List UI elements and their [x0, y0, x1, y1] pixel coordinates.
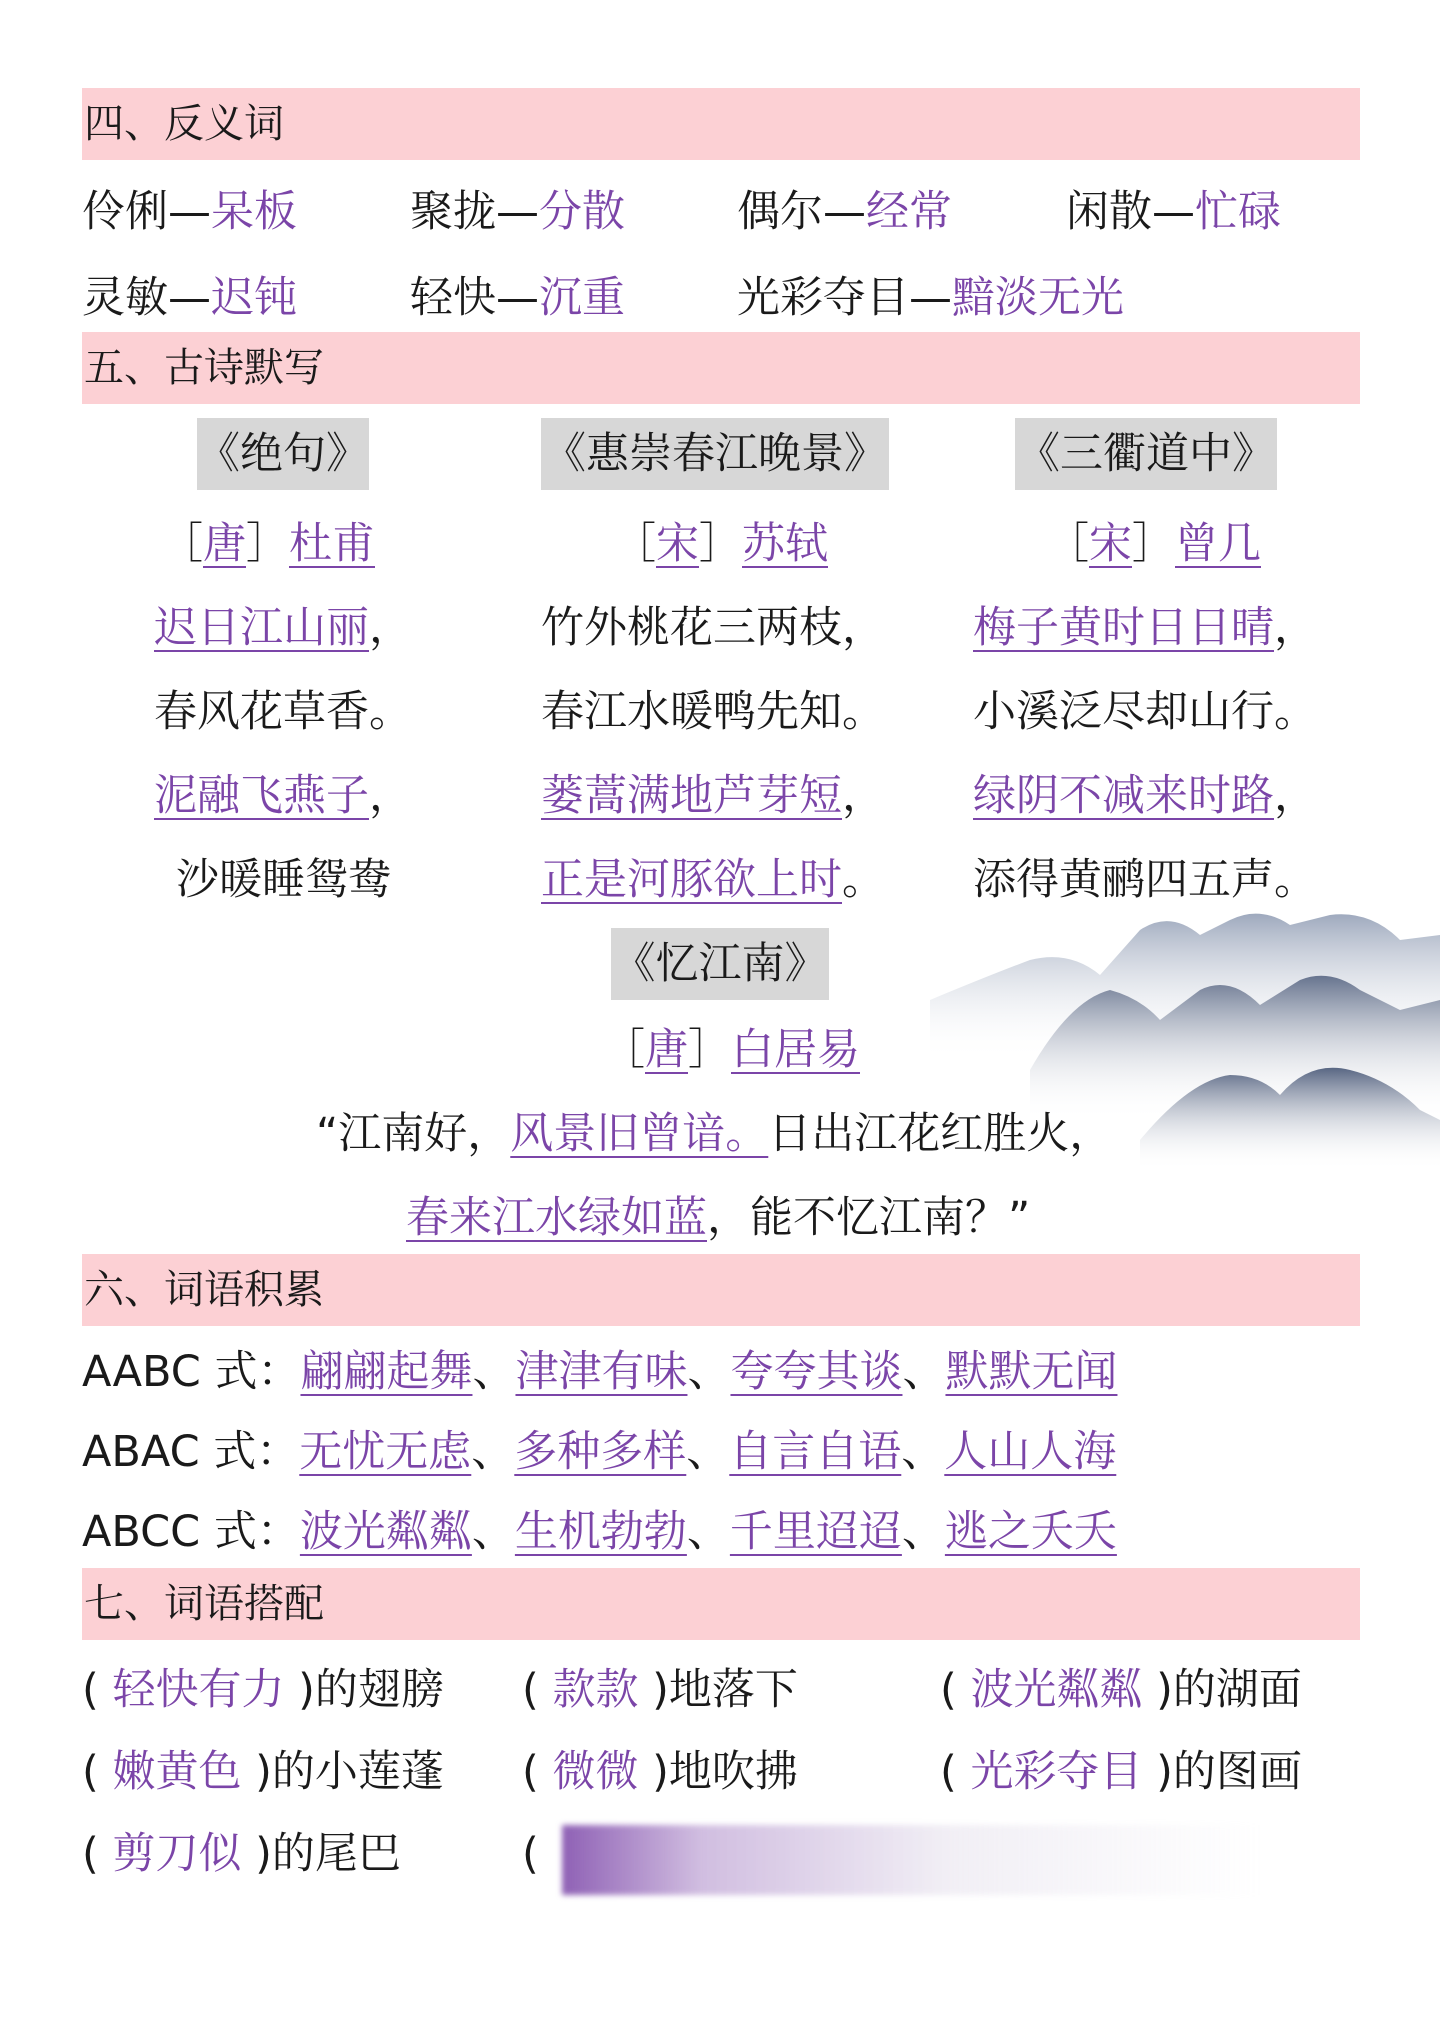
poem-answer: 春来江水绿如蓝	[406, 1193, 707, 1243]
collocation-answer: 波光粼粼	[970, 1665, 1143, 1715]
vocab-pattern-label: AABC 式：	[82, 1347, 301, 1397]
separator: 、	[901, 1427, 945, 1477]
antonym-answer: 迟钝	[211, 273, 297, 323]
paren-close: )	[1156, 1665, 1173, 1715]
vocab-row	[82, 1342, 1117, 1402]
poem-text: ，能不忆江南？”	[707, 1193, 1031, 1243]
separator: 、	[471, 1507, 515, 1557]
bracket-open: ［	[160, 519, 203, 569]
poem-title-yijiangnan: 《忆江南》	[611, 928, 829, 1000]
punct: ，	[1274, 603, 1317, 653]
paren-close: )	[1156, 1747, 1173, 1797]
collocation-answer: 剪刀似	[112, 1829, 242, 1879]
poem-author: 杜甫	[289, 519, 375, 569]
collocation-item-faded	[522, 1824, 539, 1884]
vocab-word: 津津有味	[515, 1347, 688, 1397]
separator: 、	[687, 1347, 731, 1397]
poem-author-line	[160, 514, 420, 574]
paren-open: (	[82, 1829, 99, 1879]
paren-open: (	[522, 1665, 539, 1715]
vocab-word: 多种多样	[514, 1427, 687, 1477]
poem-line	[154, 766, 412, 826]
paren-open: (	[522, 1747, 539, 1797]
vocab-word: 无忧无虑	[299, 1427, 472, 1477]
separator: 、	[902, 1347, 946, 1397]
separator: 、	[686, 1507, 730, 1557]
antonym-pair	[82, 182, 297, 242]
poem-line	[541, 850, 885, 910]
collocation-tail: 的湖面	[1172, 1665, 1302, 1715]
collocation-answer: 嫩黄色	[112, 1747, 242, 1797]
bracket-close: ］	[246, 519, 289, 569]
antonym-answer: 经常	[866, 187, 952, 237]
poem-answer: 迟日江山丽	[154, 603, 369, 653]
vocab-word: 人山人海	[944, 1427, 1117, 1477]
poem-answer: 风景旧曾谙。	[510, 1109, 769, 1159]
poem-line: 竹外桃花三两枝，	[541, 603, 885, 653]
punct: ，	[369, 603, 412, 653]
paren-close: )	[255, 1829, 272, 1879]
section-header-vocab: 六、词语积累	[82, 1254, 1360, 1326]
vocab-pattern-label: ABAC 式：	[82, 1427, 300, 1477]
poem-answer: 绿阴不减来时路	[973, 771, 1274, 821]
vocab-word: 逃之夭夭	[944, 1507, 1117, 1557]
paren-close: )	[652, 1747, 669, 1797]
punct: ，	[842, 771, 885, 821]
section-header-collocation: 七、词语搭配	[82, 1568, 1360, 1640]
separator: 、	[686, 1427, 730, 1477]
collocation-item	[940, 1660, 1302, 1720]
poem-line: 小溪泛尽却山行。	[973, 687, 1317, 737]
paren-open: (	[82, 1747, 99, 1797]
bracket-open: ［	[613, 519, 656, 569]
antonym-answer: 黯淡无光	[952, 273, 1124, 323]
poem-author-line	[602, 1020, 860, 1080]
collocation-tail: 的尾巴	[271, 1829, 401, 1879]
poem-text: 日出江花红胜火，	[768, 1109, 1113, 1159]
antonym-pair	[410, 268, 625, 328]
poem-dynasty: 唐	[645, 1025, 688, 1075]
punct: 。	[842, 855, 885, 905]
antonym-pair	[737, 268, 1124, 328]
punct: ，	[1274, 771, 1317, 821]
poem-author: 白居易	[731, 1025, 860, 1075]
collocation-tail: 的翅膀	[314, 1665, 444, 1715]
collocation-tail: 的小莲蓬	[271, 1747, 444, 1797]
poem-line	[316, 1104, 1112, 1164]
paren-close: )	[255, 1747, 272, 1797]
poem-line: 沙暖睡鸳鸯	[176, 855, 391, 905]
collocation-answer: 光彩夺目	[970, 1747, 1143, 1797]
bracket-open: ［	[602, 1025, 645, 1075]
poem-line: 春江水暖鸭先知。	[541, 687, 885, 737]
paren-close: )	[652, 1665, 669, 1715]
collocation-tail: 地落下	[668, 1665, 798, 1715]
collocation-item	[940, 1742, 1302, 1802]
section-header-poems: 五、古诗默写	[82, 332, 1360, 404]
vocab-word: 生机勃勃	[514, 1507, 687, 1557]
collocation-item	[522, 1742, 798, 1802]
antonym-pair	[410, 182, 625, 242]
antonym-word: 光彩夺目—	[737, 273, 952, 323]
vocab-word: 夸夸其谈	[730, 1347, 903, 1397]
poem-line: 春风花草香。	[154, 687, 412, 737]
paren-close: )	[298, 1665, 315, 1715]
antonym-pair	[1066, 182, 1281, 242]
poem-answer: 梅子黄时日日晴	[973, 603, 1274, 653]
antonym-word: 闲散—	[1066, 187, 1195, 237]
antonym-answer: 呆板	[211, 187, 297, 237]
antonym-word: 灵敏—	[82, 273, 211, 323]
vocab-word: 千里迢迢	[729, 1507, 902, 1557]
poem-line: 添得黄鹂四五声。	[973, 855, 1317, 905]
collocation-item	[522, 1660, 798, 1720]
vocab-word: 波光粼粼	[299, 1507, 472, 1557]
blurred-overlay	[562, 1825, 1262, 1895]
poem-dynasty: 唐	[203, 519, 246, 569]
poem-title-huichong: 《惠崇春江晚景》	[541, 418, 889, 490]
punct: ，	[369, 771, 412, 821]
poem-author: 曾几	[1175, 519, 1261, 569]
poem-line	[154, 598, 412, 658]
paren-open: (	[940, 1665, 957, 1715]
poem-line	[406, 1188, 1030, 1248]
poem-author-line	[613, 514, 828, 574]
section-header-antonyms: 四、反义词	[82, 88, 1360, 160]
poem-line	[973, 598, 1317, 658]
poem-line	[973, 766, 1317, 826]
collocation-answer: 微微	[552, 1747, 639, 1797]
poem-title-jueju: 《绝句》	[197, 418, 369, 490]
collocation-tail: 的图画	[1172, 1747, 1302, 1797]
poem-answer: 正是河豚欲上时	[541, 855, 842, 905]
bracket-close: ］	[688, 1025, 731, 1075]
bracket-close: ］	[699, 519, 742, 569]
antonym-pair	[737, 182, 952, 242]
collocation-item	[82, 1742, 444, 1802]
antonym-word: 聚拢—	[410, 187, 539, 237]
poem-text: “江南好，	[316, 1109, 511, 1159]
poem-line	[541, 766, 885, 826]
bracket-open: ［	[1046, 519, 1089, 569]
poem-author: 苏轼	[742, 519, 828, 569]
vocab-word: 翩翩起舞	[300, 1347, 473, 1397]
vocab-row	[82, 1502, 1117, 1562]
poem-answer: 蒌蒿满地芦芽短	[541, 771, 842, 821]
poem-title-sanqu: 《三衢道中》	[1015, 418, 1277, 490]
vocab-pattern-label: ABCC 式：	[82, 1507, 300, 1557]
collocation-item	[82, 1824, 401, 1884]
antonym-pair	[82, 268, 297, 328]
separator: 、	[472, 1347, 516, 1397]
collocation-tail: 地吹拂	[668, 1747, 798, 1797]
antonym-word: 伶俐—	[82, 187, 211, 237]
collocation-item	[82, 1660, 444, 1720]
antonym-word: 偶尔—	[737, 187, 866, 237]
antonym-word: 轻快—	[410, 273, 539, 323]
antonym-answer: 沉重	[539, 273, 625, 323]
bracket-close: ］	[1132, 519, 1175, 569]
separator: 、	[901, 1507, 945, 1557]
vocab-word: 自言自语	[729, 1427, 902, 1477]
vocab-row	[82, 1422, 1116, 1482]
poem-answer: 泥融飞燕子	[154, 771, 369, 821]
separator: 、	[471, 1427, 515, 1477]
antonym-answer: 忙碌	[1195, 187, 1281, 237]
poem-author-line	[1046, 514, 1261, 574]
antonym-answer: 分散	[539, 187, 625, 237]
paren-open: (	[82, 1665, 99, 1715]
vocab-word: 默默无闻	[945, 1347, 1118, 1397]
collocation-answer: 款款	[552, 1665, 639, 1715]
paren-open: (	[522, 1829, 539, 1879]
collocation-answer: 轻快有力	[112, 1665, 285, 1715]
poem-dynasty: 宋	[656, 519, 699, 569]
paren-open: (	[940, 1747, 957, 1797]
poem-dynasty: 宋	[1089, 519, 1132, 569]
